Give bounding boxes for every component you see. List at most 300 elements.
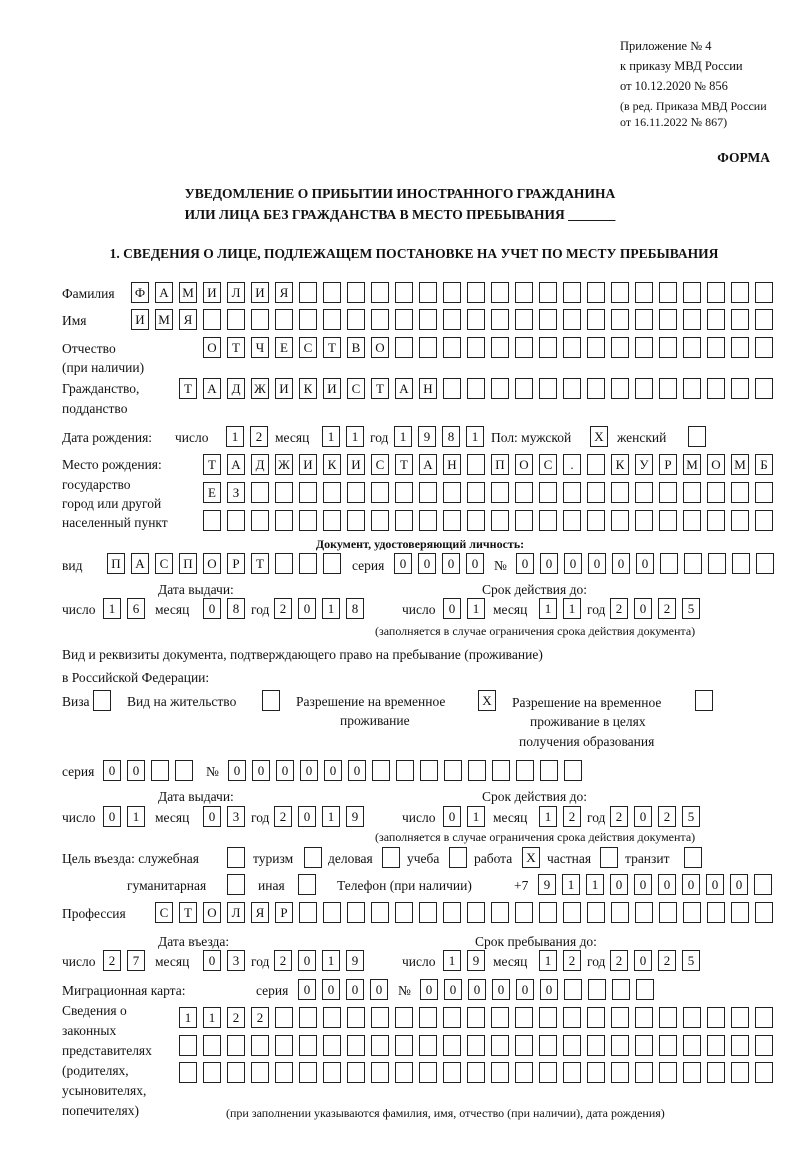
char-cell[interactable] <box>371 1007 389 1028</box>
char-cell[interactable]: К <box>299 378 317 399</box>
char-cell[interactable]: З <box>227 482 245 503</box>
char-cell[interactable]: 0 <box>298 950 316 971</box>
char-cell[interactable]: 0 <box>418 553 436 574</box>
char-cell[interactable] <box>467 482 485 503</box>
char-cell[interactable]: 2 <box>274 598 292 619</box>
char-cell[interactable]: Б <box>755 454 773 475</box>
char-cell[interactable] <box>395 309 413 330</box>
char-cell[interactable]: И <box>275 378 293 399</box>
char-cell[interactable] <box>755 1035 773 1056</box>
char-cell[interactable] <box>707 510 725 531</box>
char-cell[interactable] <box>395 902 413 923</box>
char-cell[interactable] <box>731 902 749 923</box>
char-cell[interactable] <box>731 1062 749 1083</box>
char-cell[interactable] <box>491 1007 509 1028</box>
char-cell[interactable] <box>151 760 169 781</box>
char-cell[interactable]: 0 <box>346 979 364 1000</box>
char-cell[interactable]: 1 <box>322 806 340 827</box>
char-cell[interactable]: 1 <box>586 874 604 895</box>
char-cell[interactable] <box>203 510 221 531</box>
char-cell[interactable]: 6 <box>127 598 145 619</box>
char-cell[interactable]: 0 <box>103 806 121 827</box>
char-cell[interactable] <box>635 482 653 503</box>
char-cell[interactable] <box>347 482 365 503</box>
char-cell[interactable] <box>515 1007 533 1028</box>
char-cell[interactable] <box>419 510 437 531</box>
char-cell[interactable] <box>587 282 605 303</box>
char-cell[interactable]: 8 <box>346 598 364 619</box>
char-cell[interactable]: . <box>563 454 581 475</box>
char-cell[interactable] <box>515 482 533 503</box>
char-cell[interactable]: Ч <box>251 337 269 358</box>
char-cell[interactable] <box>515 378 533 399</box>
char-cell[interactable] <box>516 760 534 781</box>
char-cell[interactable]: 0 <box>706 874 724 895</box>
char-cell[interactable] <box>395 1035 413 1056</box>
char-cell[interactable] <box>539 1007 557 1028</box>
char-cell[interactable] <box>491 902 509 923</box>
char-cell[interactable]: И <box>323 378 341 399</box>
char-cell[interactable] <box>419 1062 437 1083</box>
char-cell[interactable] <box>659 1035 677 1056</box>
char-cell[interactable]: Р <box>275 902 293 923</box>
char-cell[interactable] <box>611 1035 629 1056</box>
char-cell[interactable]: 0 <box>540 553 558 574</box>
char-cell[interactable]: Н <box>419 378 437 399</box>
char-cell[interactable] <box>515 309 533 330</box>
char-cell[interactable] <box>179 1062 197 1083</box>
char-cell[interactable] <box>754 874 772 895</box>
char-cell[interactable] <box>515 337 533 358</box>
char-cell[interactable]: 5 <box>682 598 700 619</box>
char-cell[interactable] <box>419 309 437 330</box>
char-cell[interactable]: 2 <box>610 950 628 971</box>
char-cell[interactable] <box>443 510 461 531</box>
checkbox[interactable] <box>688 426 706 447</box>
char-cell[interactable] <box>659 378 677 399</box>
char-cell[interactable]: О <box>707 454 725 475</box>
char-cell[interactable] <box>491 1035 509 1056</box>
char-cell[interactable] <box>323 282 341 303</box>
char-cell[interactable] <box>707 902 725 923</box>
char-cell[interactable]: 2 <box>251 1007 269 1028</box>
char-cell[interactable] <box>347 309 365 330</box>
char-cell[interactable]: 0 <box>252 760 270 781</box>
char-cell[interactable] <box>419 337 437 358</box>
char-cell[interactable] <box>396 760 414 781</box>
char-cell[interactable] <box>467 1007 485 1028</box>
char-cell[interactable] <box>755 337 773 358</box>
char-cell[interactable] <box>444 760 462 781</box>
char-cell[interactable] <box>635 337 653 358</box>
char-cell[interactable] <box>395 1062 413 1083</box>
char-cell[interactable]: Т <box>371 378 389 399</box>
char-cell[interactable] <box>395 482 413 503</box>
char-cell[interactable] <box>539 510 557 531</box>
char-cell[interactable] <box>395 510 413 531</box>
char-cell[interactable]: 2 <box>103 950 121 971</box>
char-cell[interactable] <box>659 282 677 303</box>
char-cell[interactable] <box>635 1007 653 1028</box>
char-cell[interactable]: 1 <box>467 806 485 827</box>
char-cell[interactable] <box>587 482 605 503</box>
char-cell[interactable]: О <box>371 337 389 358</box>
char-cell[interactable] <box>179 1035 197 1056</box>
char-cell[interactable]: 0 <box>103 760 121 781</box>
char-cell[interactable] <box>467 1062 485 1083</box>
char-cell[interactable]: Е <box>203 482 221 503</box>
char-cell[interactable]: 0 <box>634 806 652 827</box>
char-cell[interactable] <box>683 1062 701 1083</box>
char-cell[interactable] <box>299 510 317 531</box>
char-cell[interactable] <box>347 282 365 303</box>
char-cell[interactable]: Р <box>227 553 245 574</box>
char-cell[interactable]: 0 <box>276 760 294 781</box>
char-cell[interactable] <box>755 378 773 399</box>
char-cell[interactable] <box>707 309 725 330</box>
char-cell[interactable] <box>683 378 701 399</box>
char-cell[interactable] <box>683 282 701 303</box>
char-cell[interactable]: М <box>731 454 749 475</box>
char-cell[interactable]: 0 <box>612 553 630 574</box>
char-cell[interactable] <box>443 282 461 303</box>
char-cell[interactable] <box>587 454 605 475</box>
char-cell[interactable]: А <box>419 454 437 475</box>
char-cell[interactable] <box>611 337 629 358</box>
char-cell[interactable]: 1 <box>322 950 340 971</box>
char-cell[interactable] <box>467 309 485 330</box>
char-cell[interactable]: 0 <box>730 874 748 895</box>
char-cell[interactable] <box>420 760 438 781</box>
char-cell[interactable]: 2 <box>227 1007 245 1028</box>
char-cell[interactable] <box>684 553 702 574</box>
char-cell[interactable] <box>419 1035 437 1056</box>
char-cell[interactable]: С <box>371 454 389 475</box>
char-cell[interactable] <box>683 1035 701 1056</box>
char-cell[interactable] <box>251 309 269 330</box>
char-cell[interactable]: 1 <box>322 598 340 619</box>
char-cell[interactable]: 1 <box>539 806 557 827</box>
char-cell[interactable] <box>299 553 317 574</box>
char-cell[interactable] <box>755 902 773 923</box>
char-cell[interactable] <box>611 1007 629 1028</box>
char-cell[interactable]: С <box>155 553 173 574</box>
char-cell[interactable]: 0 <box>203 598 221 619</box>
char-cell[interactable] <box>371 282 389 303</box>
char-cell[interactable]: 5 <box>682 806 700 827</box>
char-cell[interactable] <box>659 482 677 503</box>
char-cell[interactable] <box>347 1035 365 1056</box>
char-cell[interactable] <box>731 337 749 358</box>
char-cell[interactable]: С <box>155 902 173 923</box>
char-cell[interactable] <box>203 1062 221 1083</box>
char-cell[interactable]: И <box>251 282 269 303</box>
char-cell[interactable]: О <box>203 553 221 574</box>
char-cell[interactable]: 0 <box>468 979 486 1000</box>
char-cell[interactable]: Т <box>323 337 341 358</box>
char-cell[interactable] <box>587 1007 605 1028</box>
char-cell[interactable] <box>587 1062 605 1083</box>
char-cell[interactable]: 0 <box>322 979 340 1000</box>
char-cell[interactable] <box>731 510 749 531</box>
char-cell[interactable] <box>563 309 581 330</box>
char-cell[interactable]: И <box>131 309 149 330</box>
char-cell[interactable] <box>564 979 582 1000</box>
char-cell[interactable]: П <box>179 553 197 574</box>
char-cell[interactable]: О <box>203 337 221 358</box>
char-cell[interactable]: Ж <box>251 378 269 399</box>
char-cell[interactable] <box>612 979 630 1000</box>
char-cell[interactable]: 8 <box>227 598 245 619</box>
char-cell[interactable] <box>371 482 389 503</box>
char-cell[interactable]: 0 <box>324 760 342 781</box>
char-cell[interactable] <box>659 902 677 923</box>
char-cell[interactable]: 0 <box>370 979 388 1000</box>
char-cell[interactable] <box>707 337 725 358</box>
char-cell[interactable] <box>491 378 509 399</box>
char-cell[interactable]: 0 <box>420 979 438 1000</box>
char-cell[interactable]: 0 <box>348 760 366 781</box>
char-cell[interactable] <box>468 760 486 781</box>
char-cell[interactable]: В <box>347 337 365 358</box>
char-cell[interactable]: С <box>299 337 317 358</box>
char-cell[interactable] <box>659 309 677 330</box>
char-cell[interactable]: У <box>635 454 653 475</box>
char-cell[interactable]: 1 <box>203 1007 221 1028</box>
char-cell[interactable]: О <box>515 454 533 475</box>
char-cell[interactable] <box>371 902 389 923</box>
char-cell[interactable]: 2 <box>658 598 676 619</box>
char-cell[interactable] <box>635 1035 653 1056</box>
char-cell[interactable]: 0 <box>466 553 484 574</box>
char-cell[interactable]: 2 <box>658 950 676 971</box>
char-cell[interactable] <box>539 337 557 358</box>
char-cell[interactable] <box>539 1062 557 1083</box>
char-cell[interactable] <box>419 1007 437 1028</box>
checkbox[interactable] <box>600 847 618 868</box>
char-cell[interactable] <box>299 309 317 330</box>
char-cell[interactable]: С <box>347 378 365 399</box>
char-cell[interactable]: 3 <box>227 806 245 827</box>
char-cell[interactable]: 0 <box>516 553 534 574</box>
char-cell[interactable]: 2 <box>250 426 268 447</box>
char-cell[interactable] <box>299 1062 317 1083</box>
char-cell[interactable]: 0 <box>228 760 246 781</box>
char-cell[interactable] <box>731 378 749 399</box>
char-cell[interactable]: 1 <box>563 598 581 619</box>
checkbox[interactable] <box>262 690 280 711</box>
char-cell[interactable]: С <box>539 454 557 475</box>
char-cell[interactable]: 0 <box>443 598 461 619</box>
char-cell[interactable] <box>731 309 749 330</box>
char-cell[interactable] <box>467 337 485 358</box>
char-cell[interactable]: Т <box>179 902 197 923</box>
char-cell[interactable]: 2 <box>563 806 581 827</box>
char-cell[interactable]: 9 <box>346 950 364 971</box>
checkbox[interactable] <box>227 874 245 895</box>
char-cell[interactable] <box>443 1062 461 1083</box>
char-cell[interactable] <box>635 510 653 531</box>
char-cell[interactable] <box>443 309 461 330</box>
checkbox[interactable] <box>227 847 245 868</box>
char-cell[interactable] <box>611 1062 629 1083</box>
char-cell[interactable]: 0 <box>610 874 628 895</box>
char-cell[interactable] <box>611 510 629 531</box>
char-cell[interactable]: 0 <box>516 979 534 1000</box>
char-cell[interactable] <box>371 1062 389 1083</box>
char-cell[interactable] <box>491 482 509 503</box>
char-cell[interactable] <box>515 902 533 923</box>
char-cell[interactable] <box>563 1007 581 1028</box>
char-cell[interactable]: 0 <box>298 806 316 827</box>
char-cell[interactable]: Я <box>275 282 293 303</box>
char-cell[interactable] <box>443 1035 461 1056</box>
char-cell[interactable] <box>563 482 581 503</box>
char-cell[interactable] <box>755 1007 773 1028</box>
char-cell[interactable]: 1 <box>127 806 145 827</box>
char-cell[interactable] <box>347 1062 365 1083</box>
char-cell[interactable]: 0 <box>203 806 221 827</box>
char-cell[interactable] <box>563 1035 581 1056</box>
char-cell[interactable] <box>756 553 774 574</box>
char-cell[interactable] <box>707 378 725 399</box>
char-cell[interactable]: Л <box>227 282 245 303</box>
char-cell[interactable] <box>491 282 509 303</box>
char-cell[interactable]: 0 <box>443 806 461 827</box>
char-cell[interactable] <box>491 337 509 358</box>
char-cell[interactable] <box>347 902 365 923</box>
char-cell[interactable] <box>371 510 389 531</box>
char-cell[interactable]: 0 <box>442 553 460 574</box>
char-cell[interactable] <box>203 1035 221 1056</box>
char-cell[interactable]: А <box>227 454 245 475</box>
char-cell[interactable] <box>731 1035 749 1056</box>
char-cell[interactable]: Ф <box>131 282 149 303</box>
char-cell[interactable]: 1 <box>226 426 244 447</box>
char-cell[interactable]: 0 <box>444 979 462 1000</box>
char-cell[interactable] <box>732 553 750 574</box>
char-cell[interactable] <box>347 1007 365 1028</box>
char-cell[interactable]: А <box>395 378 413 399</box>
char-cell[interactable]: Д <box>251 454 269 475</box>
char-cell[interactable] <box>419 282 437 303</box>
char-cell[interactable]: 0 <box>564 553 582 574</box>
char-cell[interactable]: 0 <box>127 760 145 781</box>
char-cell[interactable]: 0 <box>203 950 221 971</box>
char-cell[interactable] <box>707 1062 725 1083</box>
char-cell[interactable] <box>491 510 509 531</box>
char-cell[interactable] <box>563 337 581 358</box>
char-cell[interactable]: И <box>203 282 221 303</box>
char-cell[interactable]: 1 <box>322 426 340 447</box>
char-cell[interactable]: А <box>203 378 221 399</box>
char-cell[interactable] <box>539 309 557 330</box>
char-cell[interactable]: 1 <box>466 426 484 447</box>
char-cell[interactable] <box>635 902 653 923</box>
char-cell[interactable] <box>755 510 773 531</box>
char-cell[interactable]: Л <box>227 902 245 923</box>
char-cell[interactable]: М <box>179 282 197 303</box>
char-cell[interactable] <box>323 510 341 531</box>
char-cell[interactable]: Т <box>227 337 245 358</box>
char-cell[interactable]: 5 <box>682 950 700 971</box>
char-cell[interactable] <box>443 1007 461 1028</box>
char-cell[interactable] <box>371 1035 389 1056</box>
char-cell[interactable] <box>275 510 293 531</box>
char-cell[interactable]: А <box>155 282 173 303</box>
char-cell[interactable]: 0 <box>540 979 558 1000</box>
char-cell[interactable] <box>515 1035 533 1056</box>
char-cell[interactable] <box>611 309 629 330</box>
char-cell[interactable]: 1 <box>394 426 412 447</box>
char-cell[interactable] <box>492 760 510 781</box>
char-cell[interactable] <box>275 1007 293 1028</box>
char-cell[interactable] <box>372 760 390 781</box>
char-cell[interactable] <box>539 1035 557 1056</box>
char-cell[interactable]: 2 <box>274 806 292 827</box>
char-cell[interactable] <box>443 337 461 358</box>
checkbox[interactable] <box>449 847 467 868</box>
char-cell[interactable] <box>419 902 437 923</box>
char-cell[interactable] <box>540 760 558 781</box>
char-cell[interactable] <box>175 760 193 781</box>
char-cell[interactable] <box>611 482 629 503</box>
char-cell[interactable] <box>251 1062 269 1083</box>
char-cell[interactable]: Е <box>275 337 293 358</box>
char-cell[interactable] <box>731 482 749 503</box>
char-cell[interactable]: И <box>299 454 317 475</box>
char-cell[interactable] <box>635 1062 653 1083</box>
char-cell[interactable] <box>683 482 701 503</box>
char-cell[interactable]: П <box>107 553 125 574</box>
char-cell[interactable] <box>395 282 413 303</box>
checkbox[interactable] <box>298 874 316 895</box>
char-cell[interactable] <box>347 510 365 531</box>
char-cell[interactable] <box>467 282 485 303</box>
char-cell[interactable]: Т <box>395 454 413 475</box>
char-cell[interactable]: 0 <box>588 553 606 574</box>
char-cell[interactable] <box>299 482 317 503</box>
checkbox[interactable] <box>382 847 400 868</box>
char-cell[interactable]: 2 <box>610 806 628 827</box>
char-cell[interactable] <box>395 1007 413 1028</box>
char-cell[interactable]: 2 <box>658 806 676 827</box>
char-cell[interactable]: 1 <box>443 950 461 971</box>
char-cell[interactable] <box>563 378 581 399</box>
char-cell[interactable]: Т <box>203 454 221 475</box>
char-cell[interactable]: Я <box>179 309 197 330</box>
checkbox[interactable]: X <box>522 847 540 868</box>
char-cell[interactable] <box>755 282 773 303</box>
char-cell[interactable]: 2 <box>274 950 292 971</box>
char-cell[interactable] <box>227 1035 245 1056</box>
char-cell[interactable]: А <box>131 553 149 574</box>
char-cell[interactable] <box>515 510 533 531</box>
char-cell[interactable] <box>251 1035 269 1056</box>
char-cell[interactable] <box>299 282 317 303</box>
char-cell[interactable]: 1 <box>539 598 557 619</box>
char-cell[interactable] <box>371 309 389 330</box>
char-cell[interactable] <box>587 378 605 399</box>
char-cell[interactable] <box>636 979 654 1000</box>
char-cell[interactable] <box>467 902 485 923</box>
char-cell[interactable] <box>611 282 629 303</box>
checkbox[interactable] <box>93 690 111 711</box>
checkbox[interactable] <box>695 690 713 711</box>
char-cell[interactable] <box>203 309 221 330</box>
char-cell[interactable]: Д <box>227 378 245 399</box>
char-cell[interactable] <box>755 309 773 330</box>
